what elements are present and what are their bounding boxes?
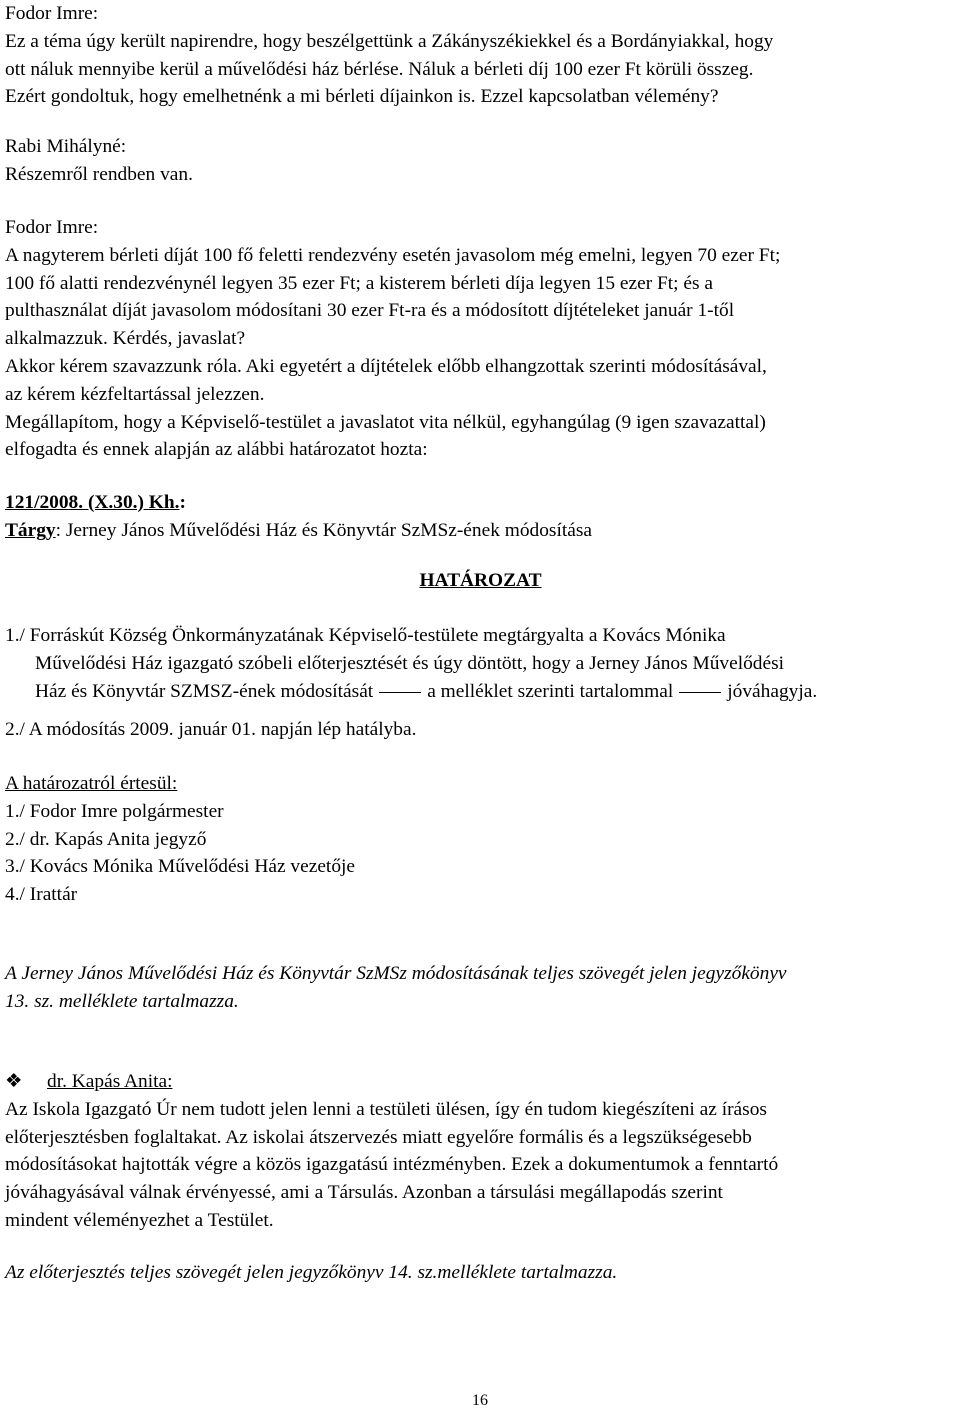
text-line: 100 fő alatti rendezvénynél legyen 35 ezer Ft; a kisterem bérleti díja legyen 15 ezer Ft; és a — [5, 272, 714, 294]
text-line: Az Iskola Igazgató Úr nem tudott jelen lenni a testületi ülésen, így én tudom kiegészíteni az írásos — [5, 1098, 767, 1120]
subject-label: Tárgy — [5, 519, 56, 541]
speaker-label: Rabi Mihályné: — [5, 136, 127, 157]
text-line: Az előterjesztés teljes szövegét jelen jegyzőkönyv 14. sz.melléklete tartalmazza. — [5, 1262, 618, 1283]
text-line: jóváhagyásával válnak érvényessé, ami a Társulás. Azonban a társulási megállapodás szerint — [5, 1182, 723, 1204]
notify-label: A határozatról értesül: — [5, 773, 178, 794]
notification-list — [5, 770, 956, 909]
em-dash-rule — [679, 692, 721, 693]
text-line: ott náluk mennyibe kerül a művelődési ház bérlése. Náluk a bérleti díj 100 ezer Ft körüli összeg. — [5, 58, 754, 80]
text-line: alkalmazzuk. Kérdés, javaslat? — [5, 328, 246, 350]
text-line: módosításokat hajtották végre a közös igazgatású intézményben. Ezek a dokumentumok a fenntartó — [5, 1154, 779, 1176]
speech-fodor-2 — [5, 214, 956, 464]
resolution-number: 121/2008. (X.30.) Kh.: — [5, 492, 186, 513]
text-line: Részemről rendben van. — [5, 163, 193, 185]
text-line: az kérem kézfeltartással jelezzen. — [5, 383, 265, 405]
text-line: Megállapítom, hogy a Képviselő-testület a javaslatot vita nélkül, egyhangúlag (9 igen szavazattal) — [5, 411, 766, 433]
text-line: Ház és Könyvtár SZMSZ-ének módosítását a melléklet szerinti tartalommal jóváhagyja. — [35, 680, 818, 702]
list-item: 2./ dr. Kapás Anita jegyző — [5, 828, 207, 850]
resolution-item-2 — [5, 716, 956, 744]
attachment-note-2 — [5, 1259, 956, 1287]
speaker-line — [5, 1068, 956, 1096]
speaker-label: Fodor Imre: — [5, 3, 99, 24]
em-dash-rule — [379, 692, 421, 693]
speech-kapas — [5, 1068, 956, 1235]
text-line: elfogadta és ennek alapján az alábbi határozatot hozta: — [5, 439, 428, 461]
text-line: Művelődési Ház igazgató szóbeli előterjesztését és úgy döntött, hogy a Jerney János Művelődési — [35, 652, 785, 674]
resolution-heading: HATÁROZAT — [419, 570, 542, 591]
text-line: mindent véleményezhet a Testület. — [5, 1209, 274, 1231]
text-line: 13. sz. melléklete tartalmazza. — [5, 990, 239, 1012]
text-line: Akkor kérem szavazzunk róla. Aki egyetért a díjtételek előbb elhangzottak szerinti módosításával, — [5, 355, 767, 377]
diamond-bullet-icon: ❖ — [5, 1071, 23, 1092]
text-line: pulthasználat díját javasolom módosítani 30 ezer Ft-ra és a módosított díjtételeket január 1-től — [5, 300, 735, 322]
page-number: 16 — [472, 1392, 488, 1409]
speech-fodor-1 — [5, 0, 956, 111]
text-line: 1./ Forráskút Község Önkormányzatának Képviselő-testülete megtárgyalta a Kovács Mónika — [5, 625, 726, 646]
list-item: 4./ Irattár — [5, 884, 78, 906]
speaker-label: Fodor Imre: — [5, 217, 99, 238]
text-line: Ez a téma úgy került napirendre, hogy beszélgettünk a Zákányszékiekkel és a Bordányiakkal, hogy — [5, 30, 774, 52]
text-line: A nagyterem bérleti díját 100 fő feletti rendezvény esetén javasolom még emelni, legyen 70 ezer Ft; — [5, 244, 781, 266]
subject-text: : Jerney János Művelődési Ház és Könyvtár SzMSz-ének módosítása — [55, 519, 592, 541]
speaker-label: dr. Kapás Anita: — [47, 1071, 173, 1092]
text-line: 2./ A módosítás 2009. január 01. napján lép hatályba. — [5, 719, 417, 740]
text-line: Ezért gondoltuk, hogy emelhetnénk a mi bérleti díjainkon is. Ezzel kapcsolatban vélemény? — [5, 86, 719, 108]
text-line: előterjesztésben foglaltakat. Az iskolai átszervezés miatt egyelőre formális és a legszükségesebb — [5, 1126, 752, 1148]
text-line: A Jerney János Művelődési Ház és Könyvtár SzMSz módosításának teljes szövegét jelen jegyzőkönyv — [5, 963, 787, 984]
list-item: 1./ Fodor Imre polgármester — [5, 800, 224, 822]
attachment-note — [5, 960, 956, 1016]
list-item: 3./ Kovács Mónika Művelődési Ház vezetője — [5, 856, 356, 878]
resolution-heading-block — [5, 567, 956, 595]
resolution-item-1 — [5, 622, 956, 705]
speech-rabi — [5, 133, 956, 189]
resolution-subject — [5, 517, 956, 545]
resolution-header — [5, 489, 956, 545]
